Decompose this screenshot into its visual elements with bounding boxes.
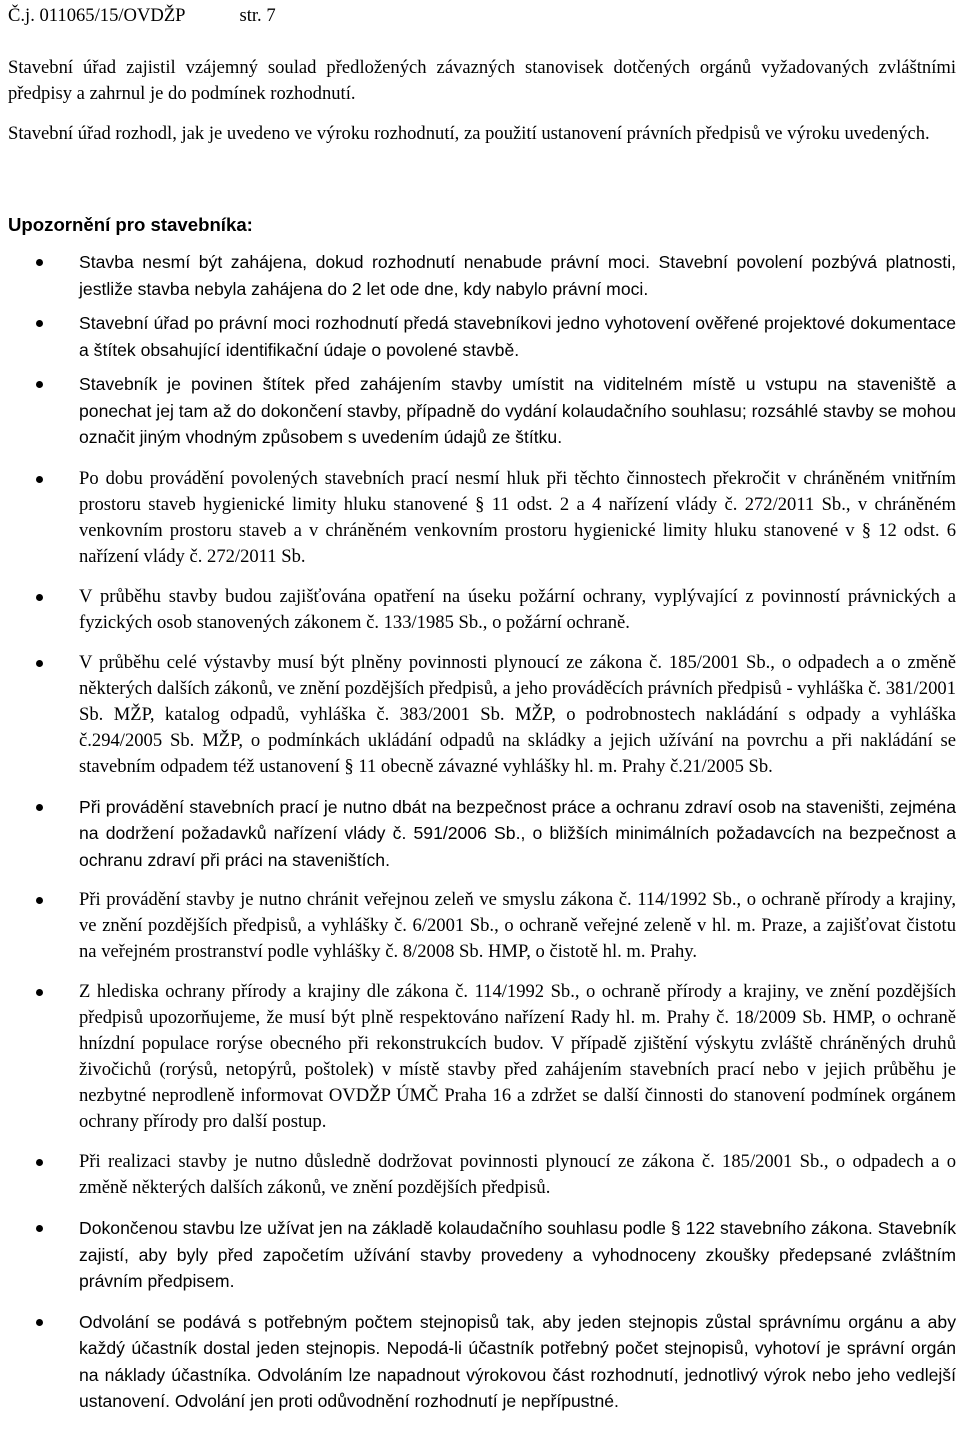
- list-item: Z hlediska ochrany přírody a krajiny dle zákona č. 114/1992 Sb., o ochraně přírody a krajiny, ve znění pozdějších předpisů upozorňujeme, že musí být plně respektováno nařízení Rady hl. m. Prahy č. 18/2009 Sb. HMP, o ochraně hnízdní populace rorýse obecného při rekonstrukcích budov. V případě zjištění výskytu zvláště chráněných druhů živočichů (rorýsů, netopýrů, poštolek) v místě stavby před zahájením stavebních prací nebo v jejich průběhu je nezbytné neprodleně informovat OVDŽP ÚMČ Praha 16 a zdržet se další činnosti do stanovení podmínek orgánem ochrany přírody pro další postup.: [0, 979, 960, 1135]
- bullet-icon: [36, 989, 43, 996]
- reference-number: Č.j. 011065/15/OVDŽP: [8, 5, 185, 26]
- bullet-icon: [36, 259, 43, 266]
- bullet-icon: [36, 381, 43, 388]
- list-item: Dokončenou stavbu lze užívat jen na základě kolaudačního souhlasu podle § 122 stavebního zákona. Stavebník zajistí, aby byly před započetím užívání stavby provedeny a vyhodnoceny zkoušky předepsané zvláštním právním předpisem.: [0, 1215, 960, 1295]
- list-item: Po dobu provádění povolených stavebních prací nesmí hluk při těchto činnostech překročit v chráněném vnitřním prostoru staveb hygienické limity hluku stanovené § 11 odst. 2 a 4 nařízení vlády č. 272/2011 Sb., v chráněném venkovním prostoru staveb a v chráněném venkovním prostoru hygienické limity hluku stanovené v § 12 odst. 6 nařízení vlády č. 272/2011 Sb.: [0, 466, 960, 570]
- list-item: Stavebník je povinen štítek před zahájením stavby umístit na viditelném místě u vstupu na staveniště a ponechat jej tam až do dokončení stavby, případně do vydání kolaudačního souhlasu; rozsáhlé stavby se mohou označit jiným vhodným způsobem s uvedením údajů ze štítku.: [0, 371, 960, 451]
- list-item: Stavební úřad po právní moci rozhodnutí předá stavebníkovi jedno vyhotovení ověřené projektové dokumentace a štítek obsahující identifikační údaje o povolené stavbě.: [0, 310, 960, 363]
- document-header: [8, 3, 276, 29]
- list-item: Při provádění stavebních prací je nutno dbát na bezpečnost práce a ochranu zdraví osob na staveništi, zejména na dodržení požadavků nařízení vlády č. 591/2006 Sb., o bližších minimálních požadavcích na bezpečnost a ochranu zdraví při práci na staveništích.: [0, 794, 960, 874]
- bullet-icon: [36, 1319, 43, 1326]
- bullet-icon: [36, 320, 43, 327]
- list-item: Při realizaci stavby je nutno důsledně dodržovat povinnosti plynoucí ze zákona č. 185/2001 Sb., o odpadech a o změně některých dalších zákonů, ve znění pozdějších předpisů.: [0, 1149, 960, 1201]
- notice-list: [0, 249, 960, 1429]
- page-number: str. 7: [239, 5, 276, 26]
- bullet-icon: [36, 594, 43, 601]
- bullet-icon: [36, 897, 43, 904]
- bullet-icon: [36, 1225, 43, 1232]
- list-item: V průběhu celé výstavby musí být plněny povinnosti plynoucí ze zákona č. 185/2001 Sb., o odpadech a o změně některých dalších zákonů, ve znění pozdějších předpisů, a jeho prováděcích právních předpisů - vyhláška č. 381/2001 Sb. MŽP, katalog odpadů, vyhláška č. 383/2001 Sb. MŽP, o podrobnostech nakládání s odpady a vyhláška č.294/2005 Sb. MŽP, o podmínkách ukládání odpadů na skládky a jejich užívání na povrchu a při nakládání se stavebním odpadem též ustanovení § 11 obecně závazné vyhlášky hl. m. Prahy č.21/2005 Sb.: [0, 650, 960, 780]
- list-item: Odvolání se podává s potřebným počtem stejnopisů tak, aby jeden stejnopis zůstal správnímu orgánu a aby každý účastník dostal jeden stejnopis. Nepodá-li účastník potřebný počet stejnopisů, vyhotoví je správní orgán na náklady účastníka. Odvoláním lze napadnout výrokovou část rozhodnutí, jednotlivý výrok nebo jeho vedlejší ustanovení. Odvolání jen proti odůvodnění rozhodnutí je nepřípustné.: [0, 1309, 960, 1415]
- bullet-icon: [36, 1159, 43, 1166]
- section-heading: Upozornění pro stavebníka:: [8, 214, 253, 235]
- paragraph-decision-basis: Stavební úřad rozhodl, jak je uvedeno ve výroku rozhodnutí, za použití ustanovení právních předpisů ve výroku uvedených.: [8, 123, 930, 144]
- list-item: V průběhu stavby budou zajišťována opatření na úseku požární ochrany, vyplývající z povinností právnických a fyzických osob stanovených zákonem č. 133/1985 Sb., o požární ochraně.: [0, 584, 960, 636]
- paragraph-binding-opinions: Stavební úřad zajistil vzájemný soulad předložených závazných stanovisek dotčených orgánů vyžadovaných zvláštními předpisy a zahrnul je do podmínek rozhodnutí.: [8, 57, 956, 104]
- bullet-icon: [36, 476, 43, 483]
- list-item: Při provádění stavby je nutno chránit veřejnou zeleň ve smyslu zákona č. 114/1992 Sb., o ochraně přírody a krajiny, ve znění pozdějších předpisů, a vyhlášky č. 6/2001 Sb., o ochraně veřejné zeleně v hl. m. Praze, a zajišťovat čistotu na veřejném prostranství podle vyhlášky č. 8/2008 Sb. HMP, o čistotě hl. m. Prahy.: [0, 887, 960, 965]
- bullet-icon: [36, 660, 43, 667]
- bullet-icon: [36, 804, 43, 811]
- list-item: Stavba nesmí být zahájena, dokud rozhodnutí nenabude právní moci. Stavební povolení pozbývá platnosti, jestliže stavba nebyla zahájena do 2 let ode dne, kdy nabylo právní moci.: [0, 249, 960, 302]
